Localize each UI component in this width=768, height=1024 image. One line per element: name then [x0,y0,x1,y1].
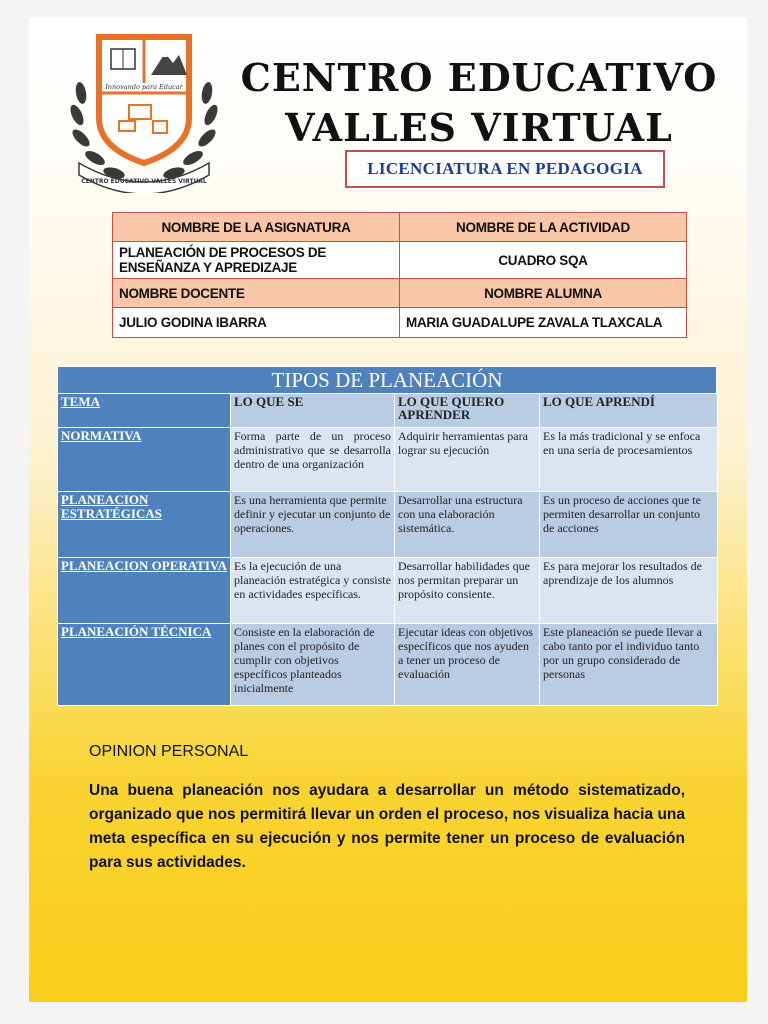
document-page [29,17,747,1002]
teacher-value: JULIO GODINA IBARRA [113,308,400,338]
column-header-learned: LO QUE APRENDÍ [540,394,718,428]
row-learned: Es la más tradicional y se enfoca en una seria de procesamientos [540,428,718,492]
teacher-header: NOMBRE DOCENTE [113,279,400,308]
row-want: Adquirir herramientas para lograr su ejecución [395,428,540,492]
row-topic: PLANEACIÓN TÉCNICA [58,624,231,706]
page-title-line2: VALLES VIRTUAL [285,105,673,150]
logo-motto: Innovando para Educar [105,83,183,91]
row-know: Es una herramienta que permite definir y ejecutar un conjunto de operaciones. [231,492,395,558]
info-table [112,212,687,338]
column-header-want: LO QUE QUIERO APRENDER [395,394,540,428]
row-topic: PLANEACION OPERATIVA [58,558,231,624]
opinion-title: OPINION PERSONAL [89,743,249,760]
activity-header: NOMBRE DE LA ACTIVIDAD [400,213,687,242]
logo-ring-text: CENTRO EDUCATIVO VALLES VIRTUAL [81,178,207,185]
student-value: MARIA GUADALUPE ZAVALA TLAXCALA [400,308,687,338]
subject-value: PLANEACIÓN DE PROCESOS DE ENSEÑANZA Y APREDIZAJE [113,242,400,279]
row-know: Es la ejecución de una planeación estratégica y consiste en actividades específicas. [231,558,395,624]
row-learned: Este planeación se puede llevar a cabo tanto por el individuo tanto por un grupo considerado de personas [540,624,718,706]
student-header: NOMBRE ALUMNA [400,279,687,308]
activity-value: CUADRO SQA [400,242,687,279]
table-row [58,624,718,706]
table-row [58,558,718,624]
column-header-know: LO QUE SE [231,394,395,428]
row-learned: Es para mejorar los resultados de aprendizaje de los alumnos [540,558,718,624]
school-logo [59,23,229,193]
page-title-line1: CENTRO EDUCATIVO [240,55,718,100]
row-want: Desarrollar una estructura con una elaboración sistemática. [395,492,540,558]
row-want: Desarrollar habilidades que nos permitan preparar un propósito consiente. [395,558,540,624]
row-topic: NORMATIVA [58,428,231,492]
opinion-text: Una buena planeación nos ayudara a desarrollar un método sistematizado, organizado que nos permitirá llevar un orden el proceso, nos visualiza hacia una meta específica en su ejecución y nos permite tener un proceso de evaluación para sus actividades. [89,782,685,871]
row-learned: Es un proceso de acciones que te permiten desarrollar un conjunto de acciones [540,492,718,558]
row-know: Forma parte de un proceso administrativo que se desarrolla dentro de una organización [231,428,395,492]
book-icon [111,49,135,69]
row-want: Ejecutar ideas con objetivos específicos que nos ayuden a tener un proceso de evaluación [395,624,540,706]
program-label: LICENCIATURA EN PEDAGOGIA [345,150,665,188]
table-row [58,428,718,492]
column-header-topic: TEMA [58,394,231,428]
table-row [58,492,718,558]
subject-header: NOMBRE DE LA ASIGNATURA [113,213,400,242]
sqa-table-title: TIPOS DE PLANEACIÓN [57,366,717,393]
row-know: Consiste en la elaboración de planes con el propósito de cumplir con objetivos específicos planteados inicialmente [231,624,395,706]
sqa-table [57,366,717,706]
row-topic: PLANEACION ESTRATÉGICAS [58,492,231,558]
